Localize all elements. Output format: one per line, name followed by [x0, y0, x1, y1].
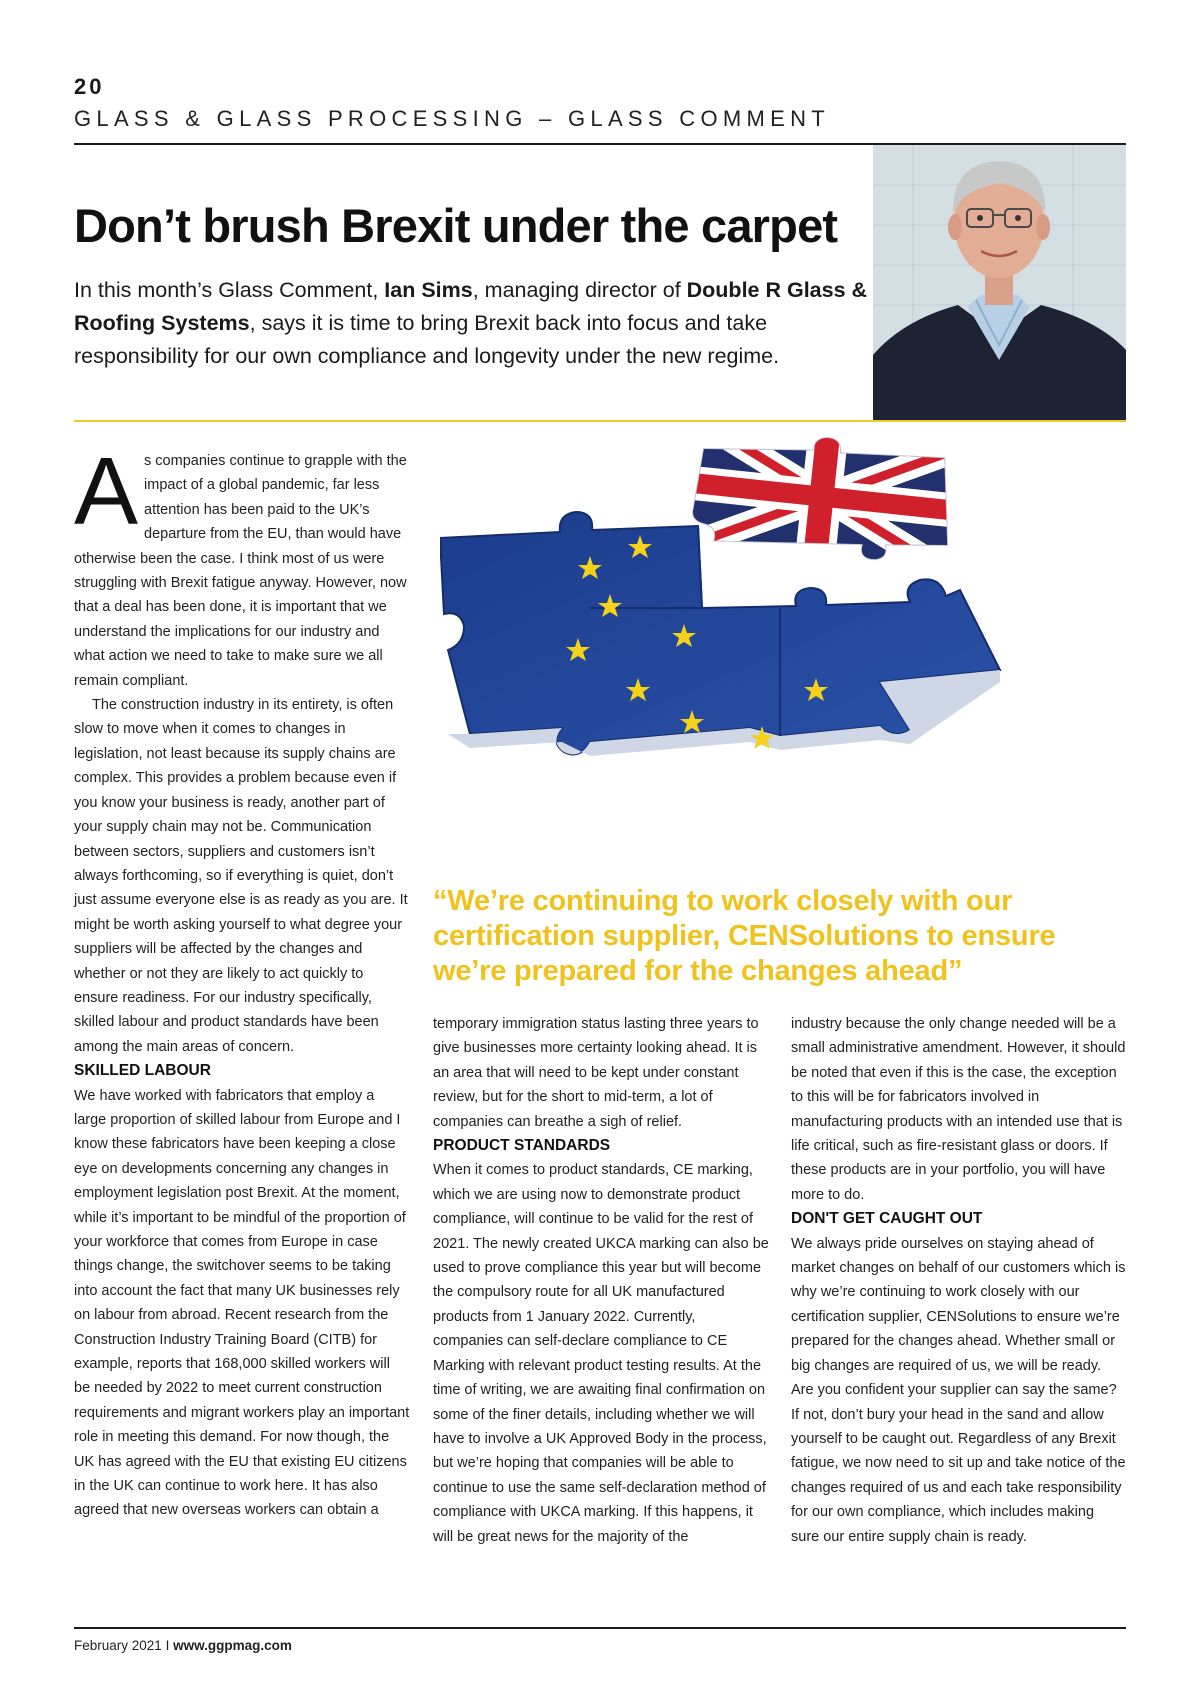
eu-uk-puzzle-illustration [440, 430, 1126, 860]
subheading-skilled-labour: SKILLED LABOUR [74, 1062, 211, 1080]
paragraph: s companies continue to grapple with the impact of a global pandemic, far less attention has been paid to the UK’s departure from the EU, than would have otherwise been the case. I think most of us were struggling with Brexit fatigue anyway. However, now that a deal has been done, it is important that we understand the implications for our industry and what action we need to take to make sure we all remain compliant. [74, 453, 407, 689]
footer-divider [74, 1627, 1126, 1629]
article-headline: Don’t brush Brexit under the carpet [74, 199, 838, 252]
footer-date: February 2021 [74, 1638, 162, 1653]
drop-cap: A [74, 438, 139, 545]
pull-quote: “We’re continuing to work closely with our certification supplier, CENSolutions to ensure we’re prepared for the changes ahead” [433, 885, 1056, 987]
footer-separator: I [161, 1638, 174, 1653]
standfirst-role: , managing director of [472, 278, 687, 302]
paragraph: temporary immigration status lasting three years to give businesses more certainty looking ahead. It is an area that will need to be kept under constant review, but for the short to mid-term, a lot of companies can breathe a sigh of relief. [433, 1016, 759, 1130]
author-portrait [873, 145, 1126, 422]
standfirst-divider [74, 420, 1126, 422]
subheading-product-standards: PRODUCT STANDARDS [433, 1137, 611, 1155]
standfirst-author: Ian Sims [384, 278, 473, 302]
standfirst-company: Double R Glass & Roofing Systems [74, 278, 868, 335]
footer-url-link[interactable]: www.ggpmag.com [173, 1638, 292, 1653]
subheading-dont-get-caught-out: DON'T GET CAUGHT OUT [791, 1210, 983, 1228]
section-title: GLASS & GLASS PROCESSING – GLASS COMMENT [74, 106, 831, 131]
paragraph: We have worked with fabricators that employ a large proportion of skilled labour from Europe and I know these fabricators have been keeping a close eye on developments concerning any changes in employment legislation post Brexit. At the moment, while it’s important to be mindful of the proportion of your workforce that comes from Europe in case things change, the switchover seems to be taking into account the fact that many UK businesses rely on labour from abroad. Recent research from the Construction Industry Training Board (CITB) for example, reports that 168,000 skilled workers will be needed by 2022 to meet current construction requirements and migrant workers play an important role in meeting this demand. For now though, the UK has agreed with the EU that existing EU citizens in the UK can continue to work here. It has also agreed that new overseas workers can obtain a [74, 1087, 410, 1519]
article-column-2 [433, 1012, 769, 1549]
article-column-1 [74, 438, 410, 1523]
standfirst-rest: , says it is time to bring Brexit back into focus and take responsibility for our own compliance and longevity under the new regime. [74, 311, 780, 368]
article-standfirst [74, 274, 874, 373]
footer [74, 1638, 292, 1653]
paragraph: When it comes to product standards, CE marking, which we are using now to demonstrate product compliance, will continue to be valid for the rest of 2021. The newly created UKCA marking can also be used to prove compliance this year but will become the compulsory route for all UK manufactured products from 1 January 2022. Currently, companies can self-declare compliance to CE Marking with relevant product testing results. At the time of writing, we are awaiting final confirmation on some of the finer details, including whether we will have to involve a UK Approved Body in the process, but we’re hoping that companies will be able to continue to use the same self-declaration method of compliance with UKCA marking. If this happens, it will be great news for the majority of the [433, 1162, 769, 1545]
paragraph: We always pride ourselves on staying ahead of market changes on behalf of our customers which is why we’re continuing to work closely with our certification supplier, CENSolutions to ensure we’re prepared for the changes ahead. Whether small or big changes are required of us, we will be ready. Are you confident your supplier can say the same? If not, don’t bury your head in the sand and allow yourself to be caught out. Regardless of any Brexit fatigue, we now need to sit up and take notice of the changes required of us and each take responsibility for our own compliance, which includes making sure our entire supply chain is ready. [791, 1235, 1126, 1545]
page-number: 20 [74, 74, 105, 99]
standfirst-intro: In this month’s Glass Comment, [74, 278, 385, 302]
paragraph: industry because the only change needed will be a small administrative amendment. However, it should be noted that even if this is the case, the exception to this will be for fabricators involved in manufacturing products with an intended use that is life critical, such as fire-resistant glass or doors. If these products are in your portfolio, you will have more to do. [791, 1016, 1126, 1203]
paragraph: The construction industry in its entirety, is often slow to move when it comes to changes in legislation, not least because its supply chains are complex. This provides a problem because even if you know your business is ready, another part of your supply chain may not be. Communication between sectors, suppliers and customers isn’t always forthcoming, so if everything is quiet, don’t just assume everyone else is as ready as you are. It might be worth asking yourself to what degree your suppliers will be affected by the changes and whether or not they are likely to act quickly to ensure readiness. For our industry specifically, skilled labour and product standards have been among the main areas of concern. [74, 697, 408, 1055]
article-column-3 [791, 1012, 1126, 1549]
